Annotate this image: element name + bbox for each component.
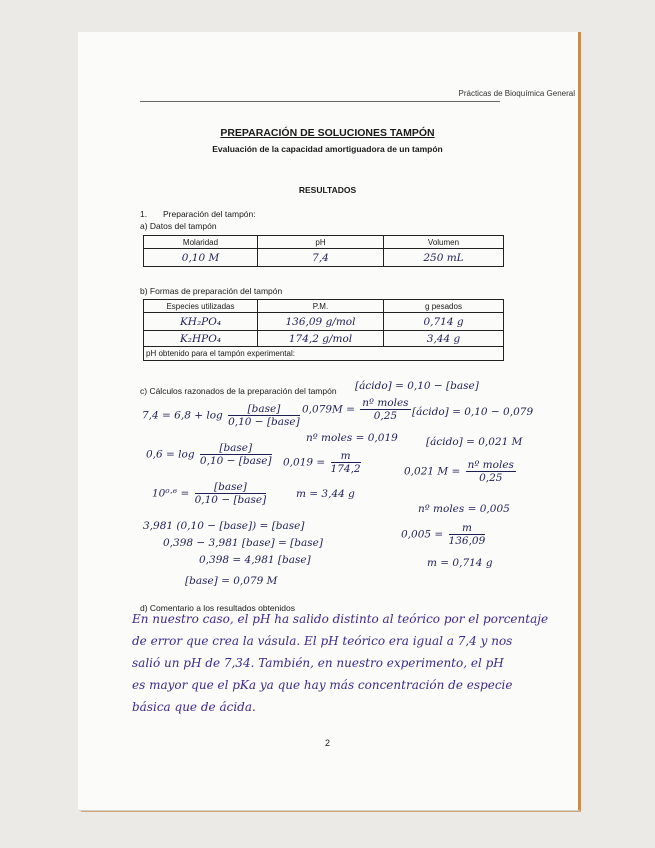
- part-a-label: a) Datos del tampón: [140, 221, 217, 231]
- acid-equation: [ácido] = 0,10 − [base]: [355, 380, 479, 392]
- comment-line: de error que crea la vásula. El pH teórico era igual a 7,4 y nos: [132, 634, 513, 648]
- equation: m = 0,714 g: [427, 557, 493, 569]
- header-course: Prácticas de Bioquímica General: [458, 89, 575, 98]
- table-cell: 136,09 g/mol: [258, 313, 384, 331]
- table-cell: 0,10 M: [144, 249, 258, 267]
- equation: [401, 522, 487, 547]
- comment-line: En nuestro caso, el pH ha salido distinto al teórico por el porcentaje: [132, 612, 549, 626]
- col-header: Molaridad: [144, 236, 258, 249]
- table-cell: 250 mL: [384, 249, 504, 267]
- header-rule: [140, 101, 500, 102]
- page-title: PREPARACIÓN DE SOLUCIONES TAMPÓN: [220, 127, 435, 139]
- fraction: [466, 459, 516, 484]
- numerator: [base]: [195, 481, 267, 494]
- equation: [404, 459, 518, 484]
- section-number: 1.: [140, 209, 148, 219]
- table-cell: 7,4: [258, 249, 384, 267]
- fraction: [360, 397, 410, 422]
- equation-text: 0,079M =: [302, 403, 355, 416]
- results-heading: RESULTADOS: [298, 185, 357, 195]
- equation-text: 0,005 =: [401, 528, 444, 541]
- col-header: pH: [258, 236, 384, 249]
- table-footer: pH obtenido para el tampón experimental:: [144, 347, 504, 361]
- numerator: m: [449, 522, 486, 535]
- fraction: [228, 403, 300, 428]
- numerator: [base]: [228, 403, 300, 416]
- numerator: nº moles: [362, 397, 409, 409]
- fraction: [449, 522, 486, 547]
- equation: 3,981 (0,10 − [base]) = [base]: [143, 520, 305, 532]
- comment-line: es mayor que el pKa ya que hay más concentración de especie: [132, 678, 513, 692]
- equation-text: 0,021 M =: [404, 465, 461, 478]
- denominator: 136,09: [448, 535, 486, 548]
- table-cell: 0,714 g: [384, 313, 504, 331]
- numerator: m: [331, 450, 361, 463]
- equation: [152, 481, 268, 506]
- equation: 0,398 = 4,981 [base]: [199, 554, 311, 566]
- equation: 0,398 − 3,981 [base] = [base]: [163, 537, 323, 549]
- col-header: g pesados: [384, 300, 504, 313]
- equation: nº moles = 0,019: [306, 432, 398, 444]
- equation: [142, 403, 302, 428]
- equation: [302, 397, 413, 422]
- page-subtitle: Evaluación de la capacidad amortiguadora de un tampón: [212, 144, 443, 154]
- denominator: 0,10 − [base]: [199, 455, 272, 468]
- denominator: 0,10 − [base]: [194, 494, 267, 507]
- table-cell: K₂HPO₄: [144, 331, 258, 347]
- fraction: [200, 442, 272, 467]
- equation: m = 3,44 g: [296, 488, 355, 500]
- equation-text: 10⁰·⁶ =: [152, 487, 190, 500]
- denominator: 0,10 − [base]: [228, 416, 300, 429]
- fraction: [195, 481, 267, 506]
- denominator: 174,2: [330, 463, 361, 476]
- table-cell: 174,2 g/mol: [258, 331, 384, 347]
- equation: [283, 450, 363, 475]
- numerator: nº moles: [467, 459, 514, 471]
- preparation-table: [143, 299, 504, 361]
- equation: nº moles = 0,005: [418, 503, 510, 515]
- page-number: 2: [324, 738, 330, 748]
- denominator: 0,25: [479, 472, 503, 485]
- part-b-label: b) Formas de preparación del tampón: [140, 286, 283, 296]
- equation: [ácido] = 0,021 M: [426, 436, 523, 448]
- table-cell: KH₂PO₄: [144, 313, 258, 331]
- buffer-data-table: [143, 235, 504, 267]
- equation-text: 7,4 = 6,8 + log: [142, 409, 223, 422]
- numerator: [base]: [200, 442, 272, 455]
- comment-line: básica que de ácida.: [132, 700, 256, 714]
- equation: [base] = 0,079 M: [185, 575, 278, 587]
- fraction: [331, 450, 361, 475]
- equation: [ácido] = 0,10 − 0,079: [412, 406, 534, 418]
- table-cell: 3,44 g: [384, 331, 504, 347]
- comment-line: salió un pH de 7,34. También, en nuestro experimento, el pH: [132, 656, 504, 670]
- col-header: Especies utilizadas: [144, 300, 258, 313]
- equation: [146, 442, 274, 467]
- denominator: 0,25: [373, 410, 398, 423]
- equation-text: 0,019 =: [283, 456, 326, 469]
- part-d-label: d) Comentario a los resultados obtenidos: [140, 603, 295, 613]
- equation-text: 0,6 = log: [146, 448, 195, 461]
- section-label: Preparación del tampón:: [163, 209, 256, 219]
- part-c-label: c) Cálculos razonados de la preparación del tampón: [140, 386, 337, 396]
- col-header: P.M.: [258, 300, 384, 313]
- col-header: Volumen: [384, 236, 504, 249]
